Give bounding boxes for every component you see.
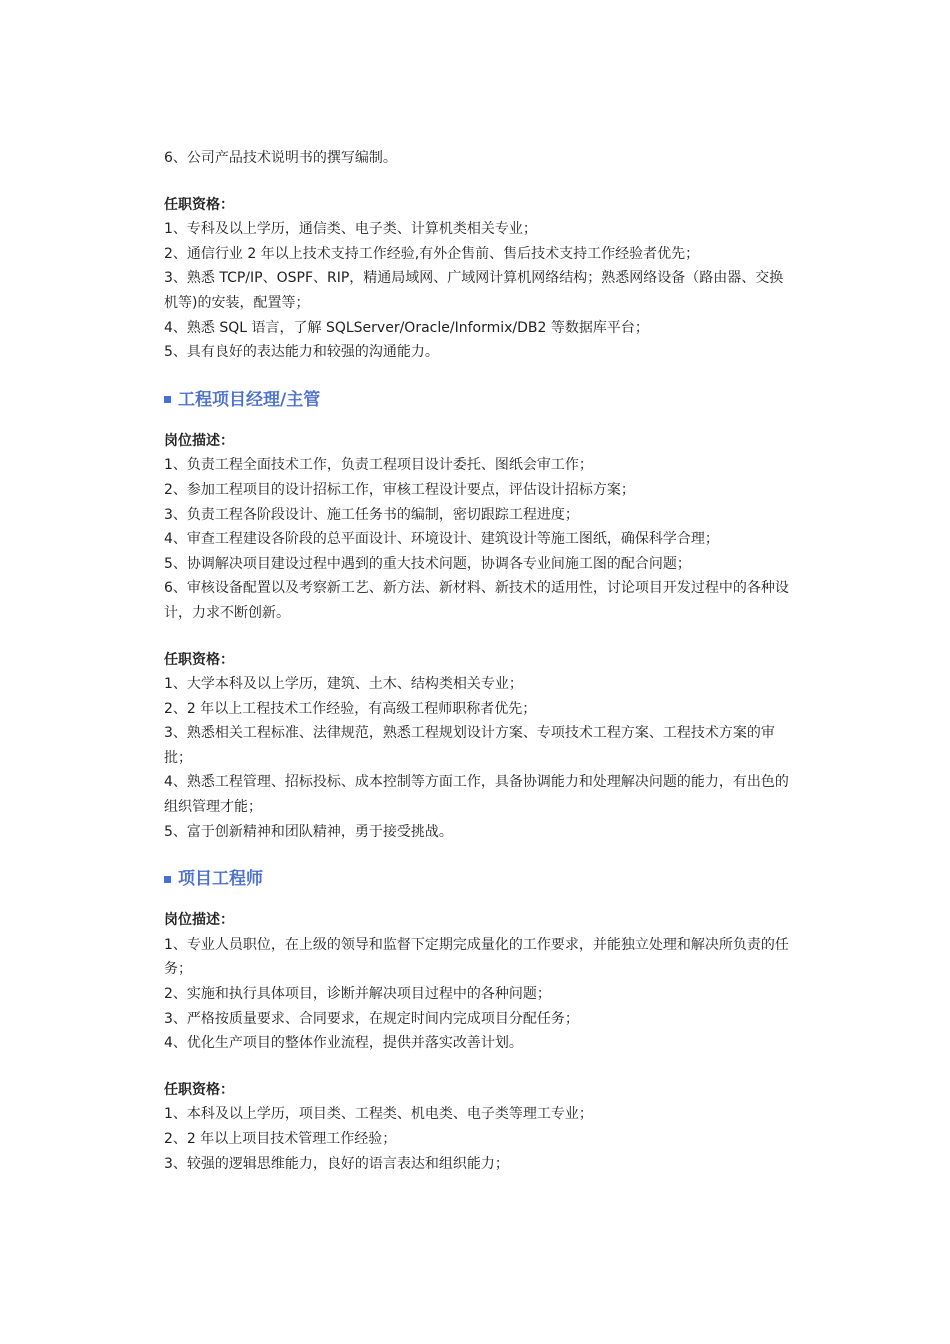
requirements-label: 任职资格： (164, 196, 234, 213)
list-item: 2、2 年以上项目技术管理工作经验； (164, 1131, 397, 1147)
list-item: 1、负责工程全面技术工作，负责工程项目设计委托、图纸会审工作； (164, 457, 593, 474)
section-title: 项目工程师 (178, 869, 263, 890)
job-description-block (164, 429, 794, 626)
list-item: 3、严格按质量要求、合同要求，在规定时间内完成项目分配任务； (164, 1010, 579, 1027)
list-item: 6、公司产品技术说明书的撰写编制。 (164, 150, 397, 166)
requirements-label: 任职资格： (164, 651, 234, 668)
list-item: 3、负责工程各阶段设计、施工任务书的编制，密切跟踪工程进度； (164, 506, 579, 523)
list-item: 1、专科及以上学历，通信类、电子类、计算机类相关专业； (164, 221, 537, 238)
list-item: 5、协调解决项目建设过程中遇到的重大技术问题，协调各专业间施工图的配合问题； (164, 555, 691, 572)
list-item: 6、审核设备配置以及考察新工艺、新方法、新材料、新技术的适用性，讨论项目开发过程中的各种设计，力求不断创新。 (164, 580, 789, 621)
list-item: 2、2 年以上工程技术工作经验，有高级工程师职称者优先； (164, 700, 537, 717)
description-label: 岗位描述： (164, 432, 234, 449)
list-item: 3、较强的逻辑思维能力，良好的语言表达和组织能力； (164, 1155, 509, 1172)
intro-block (164, 146, 794, 171)
list-item: 3、熟悉 TCP/IP、OSPF、RIP，精通局域网、广域网计算机网络结构；熟悉网络设备（路由器、交换机等)的安装，配置等； (164, 270, 784, 311)
list-item: 2、通信行业 2 年以上技术支持工作经验,有外企售前、售后技术支持工作经验者优先； (164, 245, 700, 262)
list-item: 1、专业人员职位，在上级的领导和监督下定期完成量化的工作要求，并能独立处理和解决所负责的任务； (164, 936, 789, 978)
description-label: 岗位描述： (164, 912, 234, 929)
requirements-block (164, 648, 794, 845)
square-bullet-icon (164, 876, 171, 883)
square-bullet-icon (164, 396, 171, 403)
section-heading (164, 387, 794, 413)
list-item: 5、富于创新精神和团队精神，勇于接受挑战。 (164, 823, 453, 840)
document-page (164, 146, 794, 1198)
prev-requirements-block (164, 193, 794, 365)
job-description-block (164, 908, 794, 1056)
list-item: 4、熟悉 SQL 语言，了解 SQLServer/Oracle/Informix/DB2 等数据库平台； (164, 319, 649, 336)
list-item: 1、本科及以上学历，项目类、工程类、机电类、电子类等理工专业； (164, 1106, 593, 1123)
list-item: 4、审查工程建设各阶段的总平面设计、环境设计、建筑设计等施工图纸，确保科学合理； (164, 531, 719, 548)
list-item: 1、大学本科及以上学历，建筑、土木、结构类相关专业； (164, 676, 523, 693)
section-heading (164, 866, 794, 892)
requirements-block (164, 1078, 794, 1176)
list-item: 2、参加工程项目的设计招标工作，审核工程设计要点，评估设计招标方案； (164, 481, 635, 498)
list-item: 3、熟悉相关工程标准、法律规范，熟悉工程规划设计方案、专项技术工程方案、工程技术方案的审批； (164, 725, 775, 766)
section-title: 工程项目经理/主管 (178, 389, 321, 410)
list-item: 4、熟悉工程管理、招标投标、成本控制等方面工作，具备协调能力和处理解决问题的能力，有出色的组织管理才能； (164, 774, 789, 816)
list-item: 2、实施和执行具体项目，诊断并解决项目过程中的各种问题； (164, 986, 551, 1003)
requirements-label: 任职资格： (164, 1081, 234, 1098)
list-item: 4、优化生产项目的整体作业流程，提供并落实改善计划。 (164, 1035, 523, 1052)
list-item: 5、具有良好的表达能力和较强的沟通能力。 (164, 344, 439, 361)
